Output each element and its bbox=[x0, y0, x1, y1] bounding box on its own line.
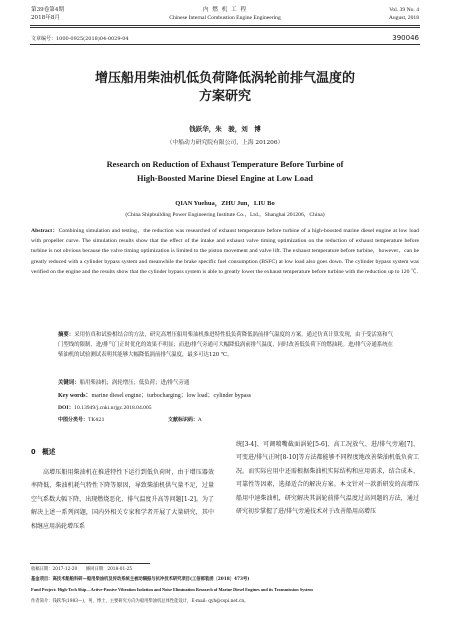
abstract-en-text: Combining simulation and testing，the reduction was researched of exhaust temperature before turbine of a high-boosted marine diesel engine at low load with propeller curve. The simulation results show that the effect of the intake and exhaust valve timing optimization on the reduction of exhaust temperature before turbine is not obvious because the valve timing optimization is limited to the piston movement and valve lift. The exhaust temperature before turbine，however，can be greatly reduced with a cylinder bypass system and meanwhile the brake specific fuel consumption (BSFC) at low load also goes down. The cylinder bypass system was verified on the engine and the results show that the cylinder bypass system is able to greatly lower the exhaust temperature before turbine with the reduction up to 120 ℃. bbox=[31, 228, 420, 275]
abstract-cn-text: 采用仿真和试验相结合的方法，研究高增压船用柴油机推进特性低负荷降低涡前排气温度的方案。通过仿真计算发现，由于受活塞和气门型线的限制，进/排气门正时优化的效果不明显；而进/排气旁通可大幅降低涡前排气温度，同时改善低负荷下的燃油耗。进/排气旁通系统在柴油机的试验测试表明其能够大幅降低涡前排气温度，最多可达120 ℃。 bbox=[58, 332, 393, 358]
journal-name bbox=[0, 6, 450, 22]
abstract-cn-label: 摘要： bbox=[58, 332, 75, 338]
abstract-en-label: Abstract： bbox=[31, 228, 59, 234]
issue-date: 2018年8月 bbox=[31, 15, 60, 21]
journal-name-en: Chinese Internal Combustion Engine Engineering bbox=[169, 15, 281, 21]
body-column-left bbox=[31, 466, 214, 533]
title-cn-line2: 方案研究 bbox=[198, 89, 251, 104]
keywords-en-text: marine diesel engine；turbocharging；low load；cylinder bypass bbox=[91, 393, 252, 399]
footnote-received: 收稿日期：2017-12-20 修回日期：2018-01-25 bbox=[31, 567, 133, 572]
clc-value: TK421 bbox=[88, 417, 105, 423]
clc-label: 中图分类号： bbox=[58, 417, 89, 423]
doc-code-value: A bbox=[198, 417, 202, 423]
doi-label: DOI： bbox=[58, 405, 75, 411]
title-en-line2: High-Boosted Marine Diesel Engine at Low Load bbox=[137, 174, 313, 183]
footnote-fund-cn: 基金项目：高技术船舶科研—船用柴油机及传动系统主被动隔振与抗冲技术研究项目(工信部装函〔2018〕473号) bbox=[31, 577, 250, 582]
volume-issue-en: Vol. 39 No. 4 bbox=[389, 7, 419, 13]
doi-value[interactable]: 10.13949/j.cnki.nrjgc.2018.04.005 bbox=[74, 405, 152, 411]
affiliation-en: (China Shipbuilding Power Engineering Institute Co.，Ltd.，Shanghai 201206，China) bbox=[125, 212, 325, 218]
volume-issue: 第39卷第4期 bbox=[31, 7, 65, 13]
document-code bbox=[168, 416, 202, 423]
authors-en: QIAN Yuehua，ZHU Jun，LIU Bo bbox=[175, 200, 275, 207]
header-rule bbox=[30, 25, 420, 26]
issue-date-en: August, 2018 bbox=[388, 15, 419, 21]
body-left-text: 高增压船用柴油机在推进特性下运行到低负荷时，由于增压器效率降低，柴油机耗气特性下降等原因，导致柴油机供气量不足，过量空气系数大幅下降，出现燃烧恶化、排气温度升高等问题[1-2]。为了解决上述一系列问题，国内外相关专家和学者开展了大量研究，其中相继应用涡轮增压系 bbox=[31, 469, 214, 530]
title-cn-line1: 增压船用柴油机低负荷降低涡轮前排气温度的 bbox=[94, 71, 355, 86]
title-en-line1: Research on Reduction of Exhaust Temperature Before Turbine of bbox=[106, 160, 344, 169]
header-rule-thin bbox=[30, 27, 420, 28]
clc-number bbox=[58, 416, 105, 423]
keywords-cn bbox=[58, 378, 393, 386]
keywords-cn-text: 船用柴油机；涡轮增压；低负荷；进/排气旁通 bbox=[79, 380, 190, 386]
abstract-en bbox=[31, 226, 419, 277]
footnote-rule bbox=[30, 563, 150, 564]
affiliation-cn: （中船动力研究院有限公司，上海 201206） bbox=[166, 140, 284, 146]
footnote-author: 作者简介：钱跃华(1983—)，男，博士，主要研究方向为船用柴油机总体性能设计，E-mail: qyh@cspi.net.cn。 bbox=[31, 599, 249, 604]
authors-cn: 钱跃华，朱 骏，刘 博 bbox=[189, 125, 261, 133]
article-id-line: 文章编号：1000-0925(2018)04-0029-04 bbox=[31, 36, 129, 42]
keywords-en-label: Key words： bbox=[58, 393, 92, 399]
body-column-right bbox=[236, 438, 419, 518]
journal-name-cn: 内 燃 机 工 程 bbox=[202, 7, 248, 13]
doi bbox=[58, 403, 152, 411]
title-cn bbox=[0, 70, 450, 106]
body-right-text: 统[3-4]、可调喷嘴截面涡轮[5-6]、高工况放气、进/排气旁通[7]、可变进/排气正时[8-10]等方法都能够不同程度地改善柴油机低负荷工况。而实际应用中还需根据柴油机实际结构和应用需求，结合成本、可靠性等因素，选择适合的解决方案。本文针对一款新研发的高增压船用中速柴油机，研究解决其涡轮前排气温度过高问题的方法，通过研究初步掌握了进/排气旁通技术对于改善船用高增压 bbox=[236, 441, 419, 516]
article-rule bbox=[30, 44, 420, 45]
article-number: 390046 bbox=[392, 34, 419, 42]
journal-volume-info-en bbox=[389, 6, 419, 22]
keywords-cn-label: 关键词： bbox=[58, 380, 80, 386]
footnote-fund-en: Fund Project: High-Tech Ship—Active-Passive Vibration Isolation and Noise Elimination Research of Marine Diesel Engines and its Transmission System bbox=[31, 587, 313, 592]
section-heading: 0 概述 bbox=[31, 448, 56, 456]
doc-code-label: 文献标识码： bbox=[168, 417, 199, 423]
abstract-cn bbox=[58, 330, 393, 360]
keywords-en bbox=[58, 390, 393, 399]
title-en bbox=[0, 158, 450, 186]
